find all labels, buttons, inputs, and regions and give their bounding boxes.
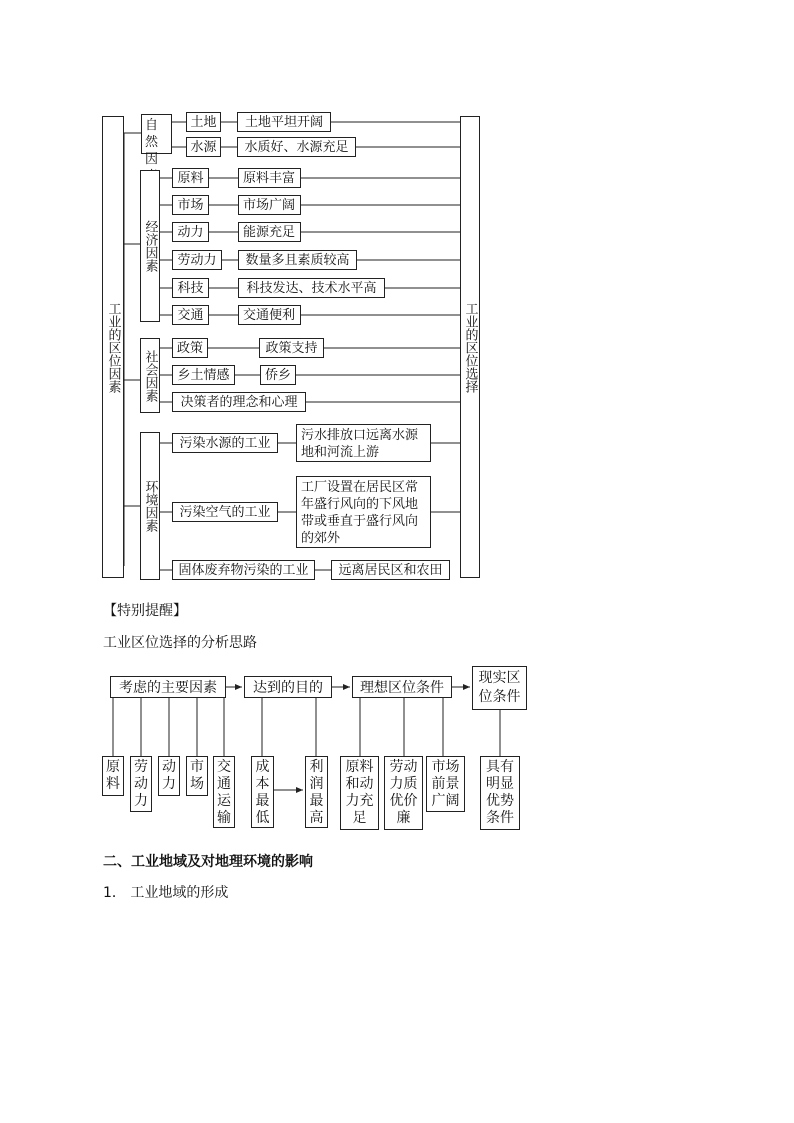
real-box-advantage: 具有明显优势条件 (480, 756, 520, 830)
factor-market: 市场 (172, 195, 209, 215)
factor-box-raw: 原料 (102, 756, 124, 796)
result-transport: 交通便利 (238, 305, 301, 325)
factor-solid-waste: 固体废弃物污染的工业 (172, 560, 315, 580)
goal-box-cost: 成本最低 (251, 756, 274, 828)
factor-box-power: 动力 (158, 756, 180, 796)
factor-water-pollution: 污染水源的工业 (172, 433, 278, 453)
flow-real: 现实区位条件 (472, 666, 527, 710)
factor-water: 水源 (186, 137, 221, 157)
goal-box-profit: 利润最高 (305, 756, 328, 828)
result-water: 水质好、水源充足 (237, 137, 356, 157)
factor-box-labor: 劳动力 (130, 756, 152, 812)
section-item-1: 1． 工业地域的形成 (103, 885, 229, 901)
ideal-box-market: 市场前景广阔 (426, 756, 465, 812)
flow-goal: 达到的目的 (244, 676, 332, 698)
factor-labor: 劳动力 (172, 250, 222, 270)
result-market: 市场广阔 (238, 195, 301, 215)
factor-transport: 交通 (172, 305, 209, 325)
group-social-label: 社会因素 (142, 349, 158, 402)
factor-tech: 科技 (172, 278, 209, 298)
factor-decision: 决策者的理念和心理 (172, 392, 306, 412)
factor-box-transport: 交通运输 (213, 756, 235, 828)
flow-ideal: 理想区位条件 (352, 676, 452, 698)
result-solid-waste: 远离居民区和农田 (331, 560, 450, 580)
factor-hometown: 乡土情感 (172, 365, 235, 385)
left-title: 工业的区位因素 (105, 301, 121, 393)
result-water-pollution: 污水排放口远离水源地和河流上游 (296, 424, 431, 462)
group-environment-label: 环境因素 (142, 480, 158, 532)
result-air-pollution: 工厂设置在居民区常年盛行风向的下风地带或垂直于盛行风向的郊外 (296, 476, 431, 548)
result-power: 能源充足 (238, 222, 301, 242)
group-natural-label: 自然因 (145, 118, 159, 167)
ideal-box-raw-power: 原料和动力充足 (340, 756, 379, 830)
ideal-box-labor: 劳动力质优价廉 (384, 756, 423, 830)
group-economic-label: 经济因素 (142, 220, 158, 272)
result-land: 土地平坦开阔 (237, 112, 331, 132)
factor-power: 动力 (172, 222, 209, 242)
result-labor: 数量多且素质较高 (238, 250, 357, 270)
section-heading: 二、工业地域及对地理环境的影响 (103, 854, 313, 870)
result-hometown: 侨乡 (260, 365, 296, 385)
factor-raw: 原料 (172, 168, 209, 188)
factor-policy: 政策 (172, 338, 208, 358)
result-raw: 原料丰富 (238, 168, 301, 188)
reminder-heading: 【特别提醒】 (103, 603, 187, 619)
result-policy: 政策支持 (259, 338, 324, 358)
right-title: 工业的区位选择 (462, 301, 478, 393)
factor-air-pollution: 污染空气的工业 (172, 502, 278, 522)
factor-land: 土地 (186, 112, 221, 132)
factor-box-market: 市场 (186, 756, 208, 796)
flow-main-factors: 考虑的主要因素 (110, 676, 226, 698)
result-tech: 科技发达、技术水平高 (238, 278, 385, 298)
reminder-subtitle: 工业区位选择的分析思路 (103, 635, 257, 651)
